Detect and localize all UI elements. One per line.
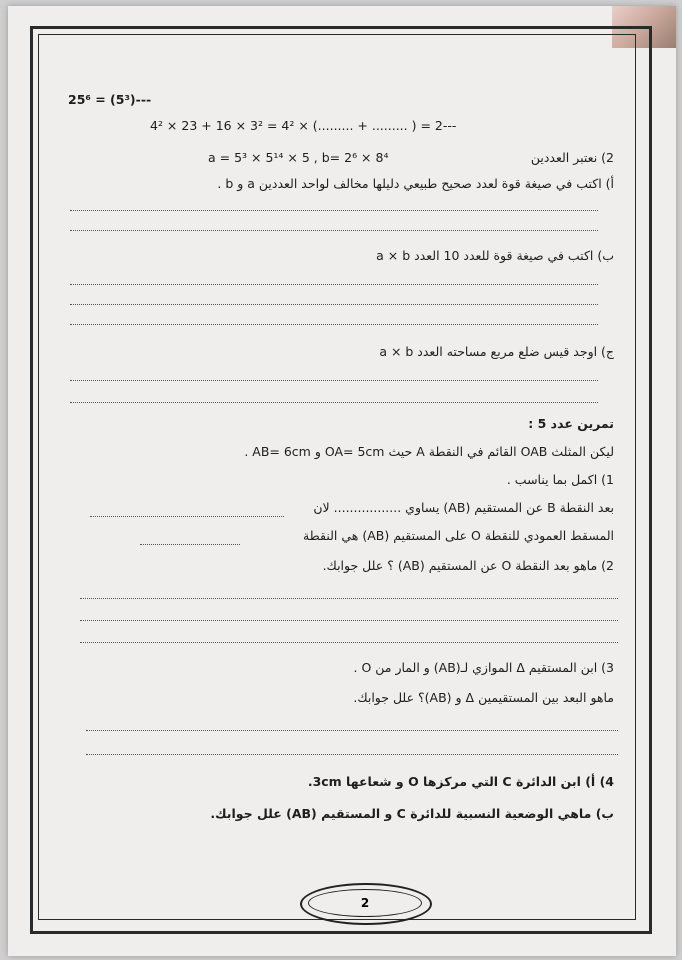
answer-line bbox=[70, 402, 598, 403]
answer-line bbox=[80, 598, 618, 599]
question-2a: أ) اكتب في صيغة قوة لعدد صحيح طبيعي دليلها مخالف لواحد العددين a و b . bbox=[217, 176, 614, 191]
answer-line bbox=[80, 642, 618, 643]
answer-line bbox=[86, 730, 618, 731]
question-5-1a: بعد النقطة B عن المستقيم (AB) يساوي ................. لان bbox=[313, 500, 614, 515]
answer-line bbox=[70, 304, 598, 305]
question-5-3: 3) ابن المستقيم Δ الموازي لـ(AB) و المار من O . bbox=[353, 660, 614, 675]
section2-label: 2) نعتبر العددين bbox=[530, 150, 614, 165]
numbers-a-b: a = 5³ × 5¹⁴ × 5 , b= 2⁶ × 8⁴ bbox=[208, 150, 389, 165]
exercise-5-title: تمرين عدد 5 : bbox=[528, 416, 614, 431]
question-2c: ج) اوجد قيس ضلع مربع مساحته العدد a × b bbox=[379, 344, 614, 359]
answer-line bbox=[80, 620, 618, 621]
question-5-4a: 4) أ) ابن الدائرة C التي مركزها O و شعاعها 3cm. bbox=[307, 774, 614, 789]
answer-line bbox=[140, 544, 240, 545]
question-5-3b: ماهو البعد بين المستقيمين Δ و (AB)؟ علل جوابك. bbox=[353, 690, 614, 705]
question-5-1: 1) اكمل بما يناسب . bbox=[506, 472, 614, 487]
question-2b: ب) اكتب في صيغة قوة للعدد 10 العدد a × b bbox=[376, 248, 614, 263]
worksheet-page bbox=[8, 6, 676, 956]
question-5-4b: ب) ماهي الوضعية النسبية للدائرة C و المستقيم (AB) علل جوابك. bbox=[210, 806, 614, 821]
equation-power-25: 25⁶ = (5³)--- bbox=[68, 92, 152, 107]
exercise-5-setup: ليكن المثلث OAB القائم في النقطة A حيث OA= 5cm و AB= 6cm . bbox=[244, 444, 614, 459]
question-5-2: 2) ماهو بعد النقطة O عن المستقيم (AB) ؟ علل جوابك. bbox=[322, 558, 614, 573]
answer-line bbox=[70, 284, 598, 285]
question-5-1b: المسقط العمودي للنقطة O على المستقيم (AB) هي النقطة bbox=[303, 528, 614, 543]
answer-line bbox=[86, 754, 618, 755]
answer-line bbox=[70, 380, 598, 381]
answer-line bbox=[70, 324, 598, 325]
page-number bbox=[308, 889, 422, 917]
answer-line bbox=[90, 516, 284, 517]
answer-line bbox=[70, 230, 598, 231]
answer-line bbox=[70, 210, 598, 211]
page-number-text: 2 bbox=[360, 896, 370, 910]
equation-factorisation: 4² × 23 + 16 × 3² = 4² × (......... + ......... ) = 2--- bbox=[150, 118, 457, 133]
